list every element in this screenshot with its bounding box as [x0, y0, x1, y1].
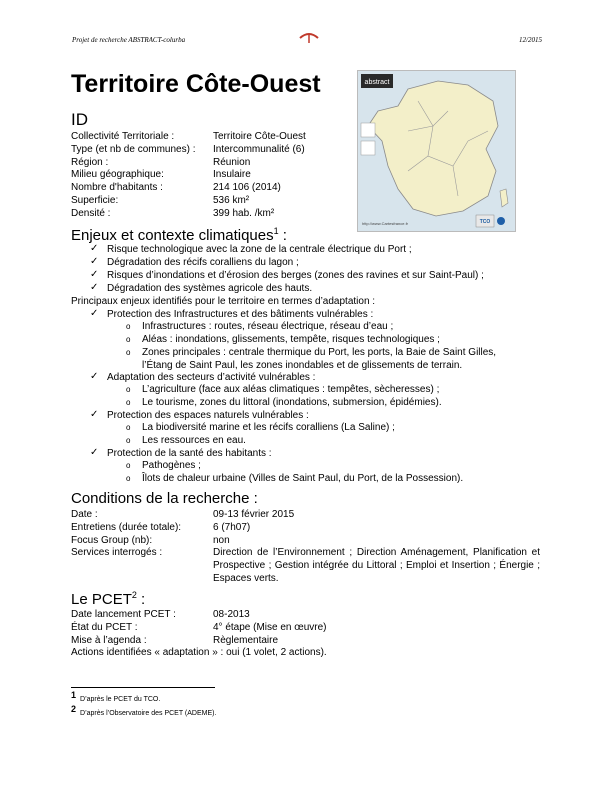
id-heading: ID [71, 110, 88, 129]
enjeux-heading: Enjeux et contexte climatiques$^1$ : [71, 226, 287, 244]
enjeux-subitem: La biodiversité marine et les récifs coralliens (La Saline) ; [142, 422, 395, 433]
id-table [71, 131, 306, 221]
map-logo-text: abstract [364, 79, 390, 86]
pcet-actions: Actions identifiées « adaptation » : oui (1 volet, 2 actions). [71, 647, 327, 659]
checkmark-icon: ✓ [90, 447, 99, 458]
id-row: Type (et nb de communes) : Intercommunalité (6) [71, 143, 305, 155]
checkmark-icon: ✓ [90, 243, 99, 254]
enjeux-subitem: Le tourisme, zones du littoral (inondations, submersion, épidémies). [142, 397, 442, 408]
enjeux-subitem: Îlots de chaleur urbaine (Villes de Saint Paul, du Port, de la Possession). [142, 473, 464, 484]
running-header-left: Projet de recherche ABSTRACT-colurba [72, 36, 186, 44]
enjeux-subitem: Zones principales : centrale thermique du Port, les ports, la Baie de Saint Gilles, [142, 347, 497, 358]
footnote: 1 D’après le PCET du TCO. [71, 690, 161, 703]
footnote-divider [71, 687, 215, 688]
bullet-icon: o [126, 398, 131, 407]
pcet-table [71, 609, 327, 660]
enjeux-item: Risque technologique avec la zone de la centrale électrique du Port ; [107, 244, 412, 255]
enjeux-group-label: Protection des espaces naturels vulnérables : [107, 410, 309, 421]
enjeux-subitem: Infrastructures : routes, réseau électrique, réseau d’eau ; [142, 321, 394, 332]
checkmark-icon: ✓ [90, 282, 99, 293]
enjeux-subitem: Aléas : inondations, glissements, tempête, risques technologiques ; [142, 334, 440, 345]
map-credit: http://www.Cartesfrance.fr [362, 221, 409, 226]
project-logo-icon [298, 32, 320, 44]
bullet-icon: o [126, 423, 131, 432]
id-row: Collectivité Territoriale : Territoire Côte-Ouest [71, 131, 306, 142]
pcet-row: Mise à l’agenda : Règlementaire [71, 634, 279, 646]
services-list: Direction de l’Environnement ; Direction Aménagement, Planification et Prospective ; Gestion intégrée du Littoral ; Emploi et Insertion ; Énergie ; Espaces verts. [213, 547, 540, 584]
france-map-icon [358, 71, 515, 231]
id-row: Région : Réunion [71, 156, 251, 168]
id-row: Superficie: 536 km² [71, 194, 250, 206]
enjeux-group-label: Protection de la santé des habitants : [107, 448, 272, 459]
map-badge: TCO [479, 219, 491, 225]
bullet-icon: o [126, 322, 131, 331]
conditions-row: Entretiens (durée totale): 6 (7h07) [71, 521, 251, 533]
conditions-row: Date : 09-13 février 2015 [71, 509, 295, 520]
enjeux-group-label: Protection des Infrastructures et des bâtiments vulnérables : [107, 309, 374, 320]
page-title: Territoire Côte-Ouest [71, 70, 321, 98]
enjeux-item: Dégradation des systèmes agricole des hauts. [107, 283, 313, 294]
checkmark-icon: ✓ [90, 308, 99, 319]
enjeux-subitem: Pathogènes ; [142, 460, 201, 471]
checkmark-icon: ✓ [90, 409, 99, 420]
enjeux-group-label: Adaptation des secteurs d’activité vulnérables : [107, 372, 316, 383]
bullet-icon: o [126, 461, 131, 470]
pcet-row: Date lancement PCET : 08-2013 [71, 609, 250, 620]
enjeux-item: Dégradation des récifs coralliens du lagon ; [107, 257, 299, 268]
bullet-icon: o [126, 385, 131, 394]
enjeux-item: Risques d’inondations et d’érosion des berges (zones des ravines et sur Saint-Paul) ; [107, 270, 484, 281]
pcet-row: État du PCET : 4° étape (Mise en œuvre) [71, 621, 327, 633]
bullet-icon: o [126, 335, 131, 344]
france-map-image [357, 70, 516, 232]
enjeux-subitem: l’Étang de Saint Paul, les zones inondables et de glissements de terrain. [142, 360, 463, 371]
bullet-icon: o [126, 348, 131, 357]
bullet-icon: o [126, 474, 131, 483]
conditions-row: Services interrogés : [71, 547, 163, 559]
enjeux-subitem: Les ressources en eau. [142, 435, 246, 446]
id-row: Milieu géographique: Insulaire [71, 169, 251, 181]
checkmark-icon: ✓ [90, 256, 99, 267]
id-row: Densité : 399 hab. /km² [71, 207, 275, 219]
checkmark-icon: ✓ [90, 269, 99, 280]
footnote: 2 D’après l’Observatoire des PCET (ADEME). [71, 704, 217, 717]
id-row: Nombre d'habitants : 214 106 (2014) [71, 182, 281, 194]
conditions-row: Focus Group (nb): non [71, 534, 230, 546]
checkmark-icon: ✓ [90, 371, 99, 382]
running-header-right: 12/2015 [519, 36, 542, 44]
pcet-heading: Le PCET$^2$ : [71, 590, 146, 608]
enjeux-intro: Principaux enjeux identifiés pour le territoire en termes d’adaptation : [71, 296, 376, 307]
conditions-heading: Conditions de la recherche : [71, 490, 258, 507]
bullet-icon: o [126, 436, 131, 445]
enjeux-subitem: L’agriculture (face aux aléas climatiques : tempêtes, sècheresses) ; [142, 384, 440, 395]
